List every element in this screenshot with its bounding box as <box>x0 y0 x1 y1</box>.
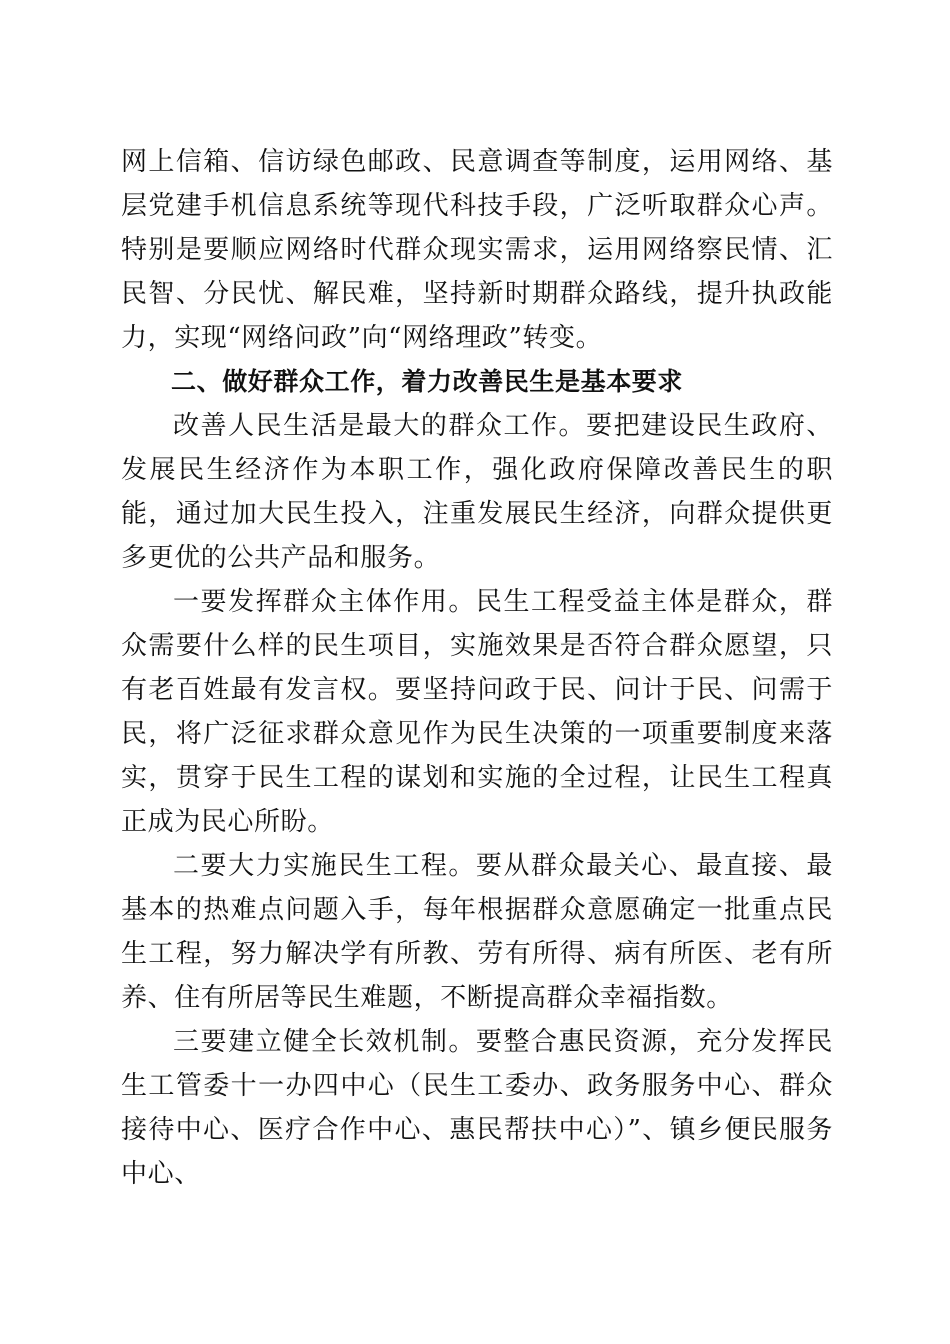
paragraph-mass-subject-role: 一要发挥群众主体作用。民生工程受益主体是群众，群众需要什么样的民生项目，实施效果是否符合群众愿望，只有老百姓最有发言权。要坚持问政于民、问计于民、问需于民，将广泛征求群众意见作为民生决策的一项重要制度来落实，贯穿于民生工程的谋划和实施的全过程，让民生工程真正成为民心所盼。 <box>121 587 833 837</box>
paragraph-improve-livelihood: 改善人民生活是最大的群众工作。要把建设民生政府、发展民生经济作为本职工作，强化政府保障改善民生的职能，通过加大民生投入，注重发展民生经济，向群众提供更多更优的公共产品和服务。 <box>121 411 833 573</box>
paragraph-livelihood-projects: 二要大力实施民生工程。要从群众最关心、最直接、最基本的热难点问题入手，每年根据群众意愿确定一批重点民生工程，努力解决学有所教、劳有所得、病有所医、老有所养、住有所居等民生难题，不断提高群众幸福指数。 <box>121 851 833 1013</box>
paragraph-long-term-mechanism: 三要建立健全长效机制。要整合惠民资源，充分发挥民生工管委十一办四中心（民生工委办、政务服务中心、群众接待中心、医疗合作中心、惠民帮扶中心）”、镇乡便民服务中心、 <box>121 1027 833 1189</box>
document-body <box>121 140 833 1196</box>
paragraph-online-channels: 网上信箱、信访绿色邮政、民意调查等制度，运用网络、基层党建手机信息系统等现代科技手段，广泛听取群众心声。特别是要顺应网络时代群众现实需求，运用网络察民情、汇民智、分民忧、解民难，坚持新时期群众路线，提升执政能力，实现“网络问政”向“网络理政”转变。 <box>121 147 833 353</box>
section-heading: 二、做好群众工作，着力改善民生是基本要求 <box>171 367 684 396</box>
